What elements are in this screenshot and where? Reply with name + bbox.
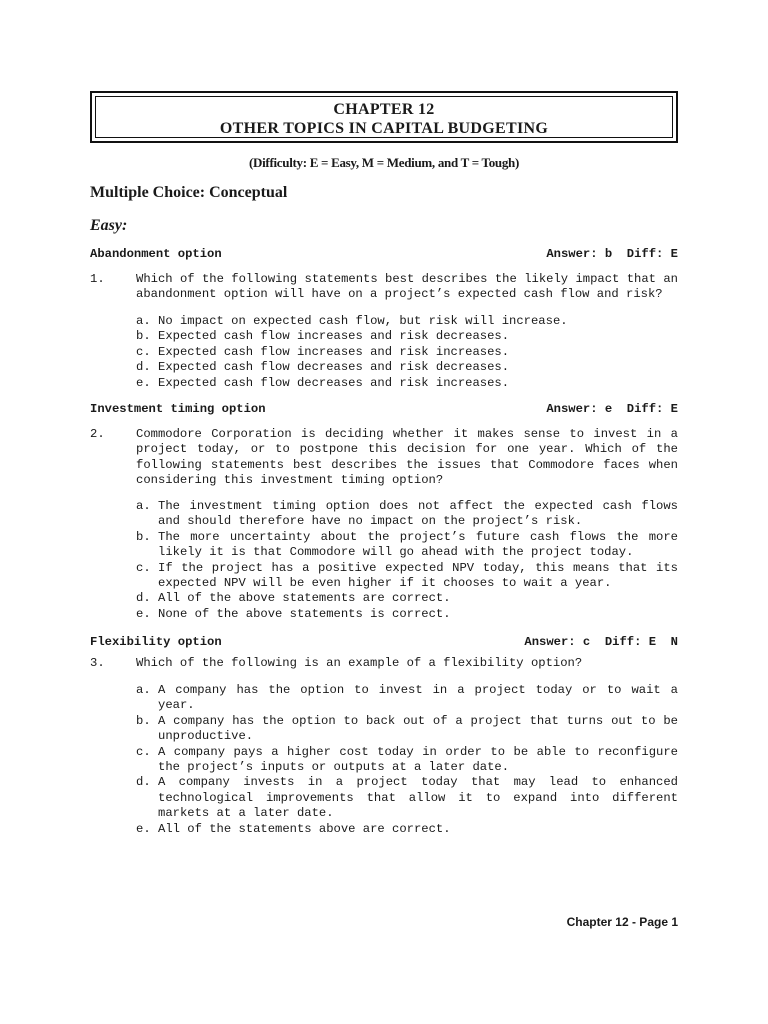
answer-option [136,607,678,622]
difficulty-note: (Difficulty: E = Easy, M = Medium, and T = Tough) [249,155,519,170]
question-topic: Investment timing option [90,402,266,416]
answer-option [136,561,678,592]
answer-option [136,530,678,561]
question-number: 2. [90,427,105,441]
option-letter: e. [136,606,151,621]
option-letter: b. [136,329,151,344]
option-letter: e. [136,821,151,836]
subsection-heading: Easy: [90,217,128,234]
answer-options [136,499,678,622]
option-letter: b. [136,713,151,728]
section-heading: Multiple Choice: Conceptual [90,184,288,201]
option-text: Expected cash flow increases and risk decreases. [158,329,510,344]
question-text: Commodore Corporation is deciding whether it makes sense to invest in a project today, or to postpone this decision for one year. Which of the following statements best describes the issues that Commodore faces when considering this investment timing option? [136,427,678,488]
chapter-number: CHAPTER 12 [333,101,435,118]
answer-options [136,314,678,391]
answer-option [136,775,678,821]
answer-option [136,499,678,530]
answer-option [136,591,678,606]
answer-option [136,714,678,745]
option-letter: a. [136,683,151,697]
answer-options [136,683,678,837]
answer-option [136,376,678,391]
option-letter: b. [136,529,151,544]
answer-key: Answer: b Diff: E [546,247,678,261]
option-text: A company has the option to back out of a project that turns out to be unproductive. [158,713,678,744]
option-text: If the project has a positive expected NPV today, this means that its expected NPV will be even higher if it chooses to wait a year. [158,560,678,591]
option-letter: a. [136,314,151,328]
option-letter: d. [136,591,151,606]
answer-key: Answer: c Diff: E N [524,635,678,649]
question-topic: Flexibility option [90,635,222,649]
option-letter: e. [136,375,151,390]
question-text: Which of the following statements best describes the likely impact that an abandonment option will have on a project’s expected cash flow and risk? [136,272,678,302]
option-text: None of the above statements is correct. [158,606,451,621]
chapter-title: OTHER TOPICS IN CAPITAL BUDGETING [219,120,549,137]
option-text: All of the above statements are correct. [158,591,451,606]
answer-option [136,822,678,837]
option-text: Expected cash flow increases and risk increases. [158,344,510,359]
answer-option [136,360,678,375]
answer-option [136,745,678,776]
option-text: Expected cash flow decreases and risk decreases. [158,360,510,375]
option-letter: d. [136,775,151,790]
option-text: The investment timing option does not affect the expected cash flows and should therefore have no impact on the project’s risk. [158,499,678,529]
option-text: The more uncertainty about the project’s future cash flows the more likely it is that Commodore will go ahead with the project today. [158,529,678,560]
option-letter: c. [136,744,151,759]
option-text: No impact on expected cash flow, but risk will increase. [158,314,568,328]
chapter-title-box [90,91,678,143]
option-letter: a. [136,499,151,513]
option-text: A company pays a higher cost today in order to be able to reconfigure the project’s inputs or outputs at a later date. [158,744,678,775]
answer-option [136,329,678,344]
option-text: All of the statements above are correct. [158,821,451,836]
answer-option [136,314,678,329]
option-letter: c. [136,560,151,575]
question-number: 3. [90,656,105,670]
option-text: Expected cash flow decreases and risk increases. [158,375,510,390]
page-footer: Chapter 12 - Page 1 [566,915,678,929]
answer-key: Answer: e Diff: E [546,402,678,416]
question-text: Which of the following is an example of a flexibility option? [136,656,583,670]
option-text: A company invests in a project today that may lead to enhanced technological improvements that allow it to expand into different markets at a later date. [158,775,678,821]
option-text: A company has the option to invest in a project today or to wait a year. [158,683,678,713]
option-letter: c. [136,344,151,359]
question-topic: Abandonment option [90,247,222,261]
question-number: 1. [90,272,105,286]
option-letter: d. [136,360,151,375]
answer-option [136,683,678,714]
answer-option [136,345,678,360]
